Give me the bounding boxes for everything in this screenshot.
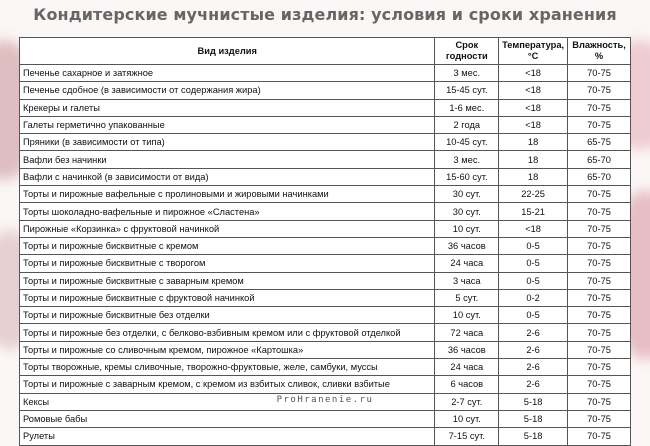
humidity-cell: 70-75	[568, 428, 631, 445]
product-name-cell: Торты и пирожные бисквитные с кремом	[20, 237, 435, 254]
temperature-cell: 2-6	[499, 376, 568, 393]
product-name-cell: Торты творожные, кремы сливочные, творожно-фруктовые, желе, самбуки, муссы	[20, 359, 435, 376]
humidity-cell: 70-75	[568, 359, 631, 376]
site-watermark: ProHranenie.ru	[276, 395, 374, 405]
shelf-life-cell: 1-6 мес.	[435, 99, 499, 116]
shelf-life-cell: 3 мес.	[435, 151, 499, 168]
humidity-cell: 70-75	[568, 376, 631, 393]
table-row	[20, 307, 631, 324]
shelf-life-cell: 24 часа	[435, 255, 499, 272]
shelf-life-cell: 6 часов	[435, 376, 499, 393]
temperature-cell: <18	[499, 220, 568, 237]
table-row	[20, 410, 631, 427]
temperature-cell: 5-18	[499, 410, 568, 427]
temperature-cell: 5-18	[499, 393, 568, 410]
product-name-cell: Пирожные «Корзинка» с фруктовой начинкой	[20, 220, 435, 237]
temperature-cell: <18	[499, 116, 568, 133]
humidity-cell: 70-75	[568, 237, 631, 254]
table-row	[20, 151, 631, 168]
product-name-cell: Торты и пирожные бисквитные с фруктовой начинкой	[20, 289, 435, 306]
shelf-life-cell: 10 сут.	[435, 307, 499, 324]
page-title: Кондитерские мучнистые изделия: условия и сроки хранения	[33, 5, 617, 24]
shelf-life-cell: 30 сут.	[435, 203, 499, 220]
table-row	[20, 341, 631, 358]
product-name-cell: Пряники (в зависимости от типа)	[20, 134, 435, 151]
product-name-cell: Торты и пирожные со сливочным кремом, пирожное «Картошка»	[20, 341, 435, 358]
table-row	[20, 134, 631, 151]
product-name-cell: Крекеры и галеты	[20, 99, 435, 116]
temperature-cell: 2-6	[499, 324, 568, 341]
temperature-cell: 18	[499, 134, 568, 151]
humidity-cell: 70-75	[568, 255, 631, 272]
product-name-cell: Ромовые бабы	[20, 410, 435, 427]
product-name-cell: Торты и пирожные без отделки, с белково-взбивным кремом или с фруктовой отделкой	[20, 324, 435, 341]
temperature-cell: 0-2	[499, 289, 568, 306]
header-product-type: Вид изделия	[20, 38, 435, 65]
humidity-cell: 65-75	[568, 134, 631, 151]
product-name-cell: Торты и пирожные бисквитные с заварным кремом	[20, 272, 435, 289]
table-row	[20, 65, 631, 82]
table-row	[20, 99, 631, 116]
temperature-cell: 2-6	[499, 341, 568, 358]
header-humidity: Влажность, %	[568, 38, 631, 65]
product-name-cell: Рулеты	[20, 428, 435, 445]
shelf-life-cell: 5 сут.	[435, 289, 499, 306]
table-row	[20, 428, 631, 445]
humidity-cell: 70-75	[568, 307, 631, 324]
table-row	[20, 186, 631, 203]
humidity-cell: 70-75	[568, 186, 631, 203]
shelf-life-cell: 2 года	[435, 116, 499, 133]
humidity-cell: 70-75	[568, 393, 631, 410]
temperature-cell: <18	[499, 99, 568, 116]
table-row	[20, 376, 631, 393]
shelf-life-cell: 30 сут.	[435, 186, 499, 203]
humidity-cell: 70-75	[568, 410, 631, 427]
temperature-cell: 18	[499, 151, 568, 168]
product-name-cell: Печенье сахарное и затяжное	[20, 65, 435, 82]
shelf-life-cell: 10 сут.	[435, 410, 499, 427]
humidity-cell: 70-75	[568, 82, 631, 99]
shelf-life-cell: 15-45 сут.	[435, 82, 499, 99]
humidity-cell: 70-75	[568, 341, 631, 358]
table-row	[20, 359, 631, 376]
table-row	[20, 289, 631, 306]
temperature-cell: <18	[499, 65, 568, 82]
shelf-life-cell: 72 часа	[435, 324, 499, 341]
shelf-life-cell: 15-60 сут.	[435, 168, 499, 185]
product-name-cell: Торты и пирожные бисквитные без отделки	[20, 307, 435, 324]
shelf-life-cell: 10-45 сут.	[435, 134, 499, 151]
humidity-cell: 65-70	[568, 151, 631, 168]
product-name-cell: Торты и пирожные вафельные с пролиновыми и жировыми начинками	[20, 186, 435, 203]
table-body	[20, 65, 631, 446]
shelf-life-cell: 36 часов	[435, 237, 499, 254]
humidity-cell: 70-75	[568, 99, 631, 116]
product-name-cell: Торты и пирожные бисквитные с творогом	[20, 255, 435, 272]
product-name-cell: Торты и пирожные с заварным кремом, с кремом из взбитых сливок, сливки взбитые	[20, 376, 435, 393]
humidity-cell: 70-75	[568, 65, 631, 82]
product-name-cell: Торты шоколадно-вафельные и пирожное «Сластена»	[20, 203, 435, 220]
temperature-cell: 0-5	[499, 237, 568, 254]
humidity-cell: 70-75	[568, 116, 631, 133]
table-row	[20, 82, 631, 99]
shelf-life-cell: 10 сут.	[435, 220, 499, 237]
shelf-life-cell: 3 мес.	[435, 65, 499, 82]
shelf-life-cell: 3 часа	[435, 272, 499, 289]
table-row	[20, 116, 631, 133]
product-name-cell: Кексы	[20, 393, 435, 410]
humidity-cell: 70-75	[568, 289, 631, 306]
temperature-cell: 0-5	[499, 307, 568, 324]
humidity-cell: 70-75	[568, 203, 631, 220]
temperature-cell: 15-21	[499, 203, 568, 220]
temperature-cell: 18	[499, 168, 568, 185]
table-row	[20, 220, 631, 237]
product-name-cell: Вафли без начинки	[20, 151, 435, 168]
product-name-cell: Печенье сдобное (в зависимости от содержания жира)	[20, 82, 435, 99]
humidity-cell: 70-75	[568, 220, 631, 237]
temperature-cell: <18	[499, 82, 568, 99]
shelf-life-cell: 2-7 сут.	[435, 393, 499, 410]
product-name-cell: Галеты герметично упакованные	[20, 116, 435, 133]
table-row	[20, 168, 631, 185]
temperature-cell: 5-18	[499, 428, 568, 445]
product-name-cell: Вафли с начинкой (в зависимости от вида)	[20, 168, 435, 185]
shelf-life-cell: 24 часа	[435, 359, 499, 376]
header-temperature: Температура, °С	[499, 38, 568, 65]
table-header-row	[20, 38, 631, 65]
table-row	[20, 237, 631, 254]
temperature-cell: 0-5	[499, 272, 568, 289]
table-row	[20, 203, 631, 220]
temperature-cell: 2-6	[499, 359, 568, 376]
temperature-cell: 22-25	[499, 186, 568, 203]
table-row	[20, 272, 631, 289]
header-shelf-life: Срок годности	[435, 38, 499, 65]
shelf-life-cell: 36 часов	[435, 341, 499, 358]
table-row	[20, 255, 631, 272]
storage-table	[19, 37, 631, 446]
table-row	[20, 324, 631, 341]
temperature-cell: 0-5	[499, 255, 568, 272]
shelf-life-cell: 7-15 сут.	[435, 428, 499, 445]
humidity-cell: 70-75	[568, 324, 631, 341]
humidity-cell: 65-70	[568, 168, 631, 185]
humidity-cell: 70-75	[568, 272, 631, 289]
